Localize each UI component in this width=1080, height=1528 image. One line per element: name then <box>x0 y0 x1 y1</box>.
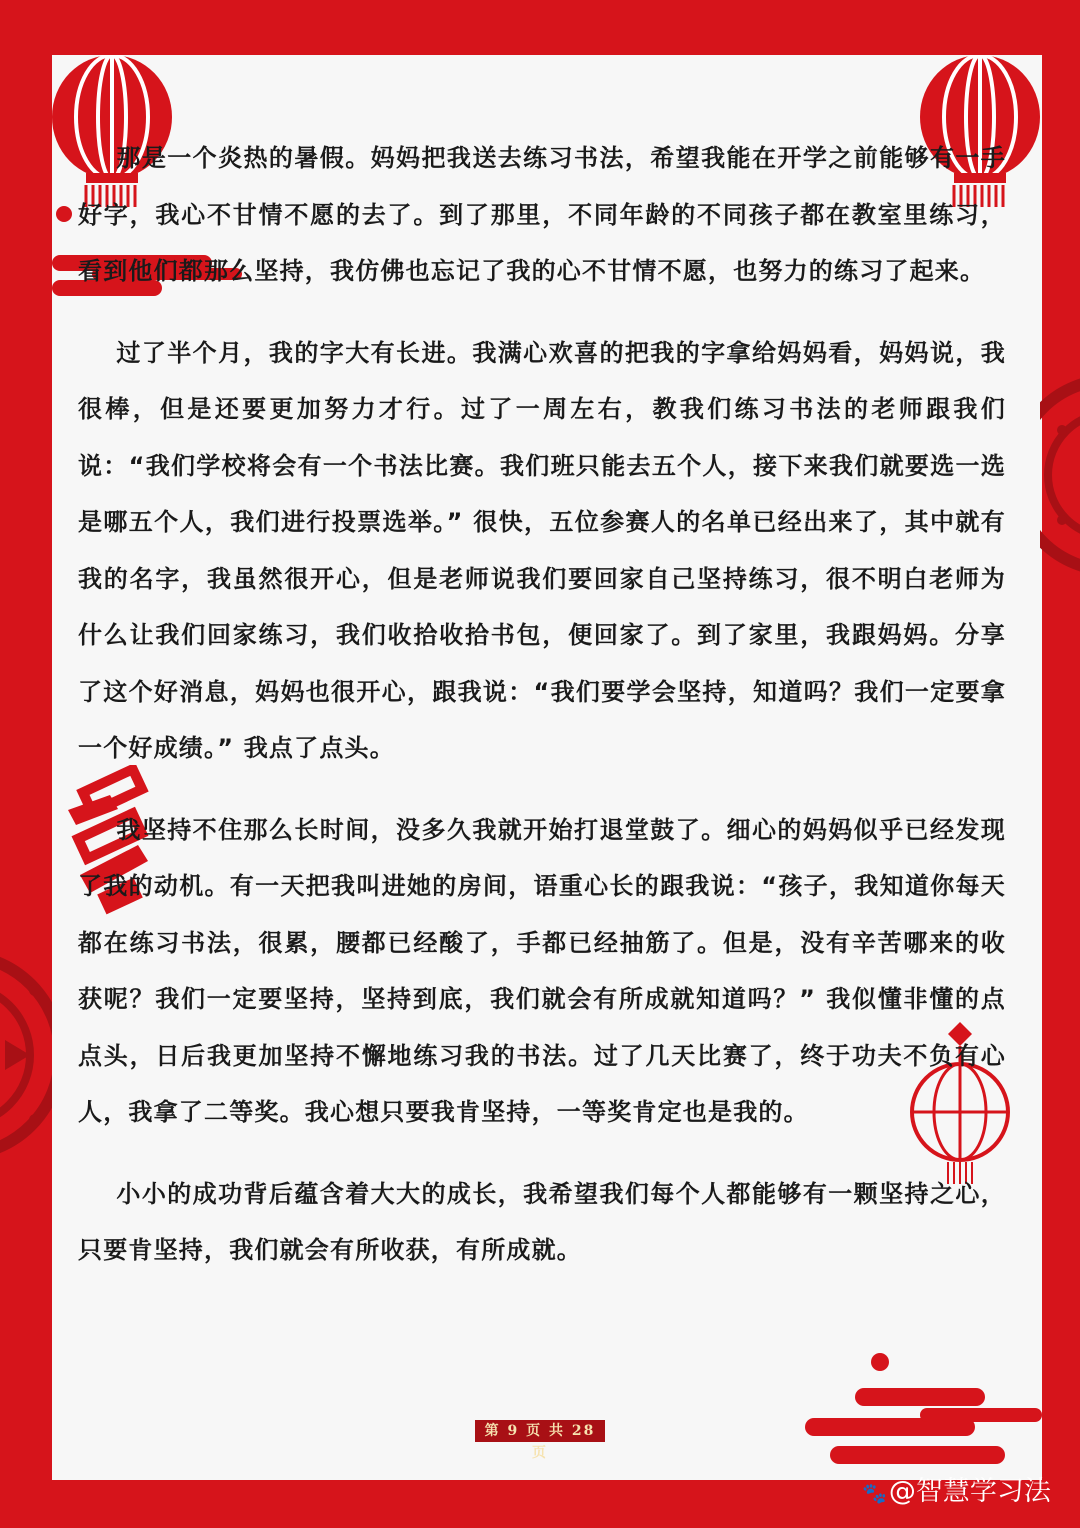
essay-body <box>78 130 1006 1279</box>
circle-ornament-left-icon <box>0 930 52 1180</box>
essay-paragraph: 我坚持不住那么长时间，没多久我就开始打退堂鼓了。细心的妈妈似乎已经发现了我的动机。有一天把我叫进她的房间，语重心长的跟我说：“孩子，我知道你每天都在练习书法，很累，腰都已经酸了，手都已经抽筋了。但是，没有辛苦哪来的收获呢？我们一定要坚持，坚持到底，我们就会有所成就知道吗？” 我似懂非懂的点点头，日后我更加坚持不懈地练习我的书法。过了几天比赛了，终于功夫不负有心人，我拿了二等奖。我心想只要我肯坚持，一等奖肯定也是我的。 <box>78 815 1006 1126</box>
watermark <box>862 1472 1072 1512</box>
cloud-stripes-bottom-right-icon <box>800 1350 1042 1480</box>
essay-paragraph: 小小的成功背后蕴含着大大的成长，我希望我们每个人都能够有一颗坚持之心，只要肯坚持，我们就会有所收获，有所成就。 <box>78 1179 1006 1264</box>
essay-paragraph: 那是一个炎热的暑假。妈妈把我送去练习书法，希望我能在开学之前能够有一手好字，我心不甘情不愿的去了。到了那里，不同年龄的不同孩子都在教室里练习，看到他们都那么坚持，我仿佛也忘记了我的心不甘情不愿，也努力的练习了起来。 <box>78 144 1006 285</box>
watermark-text: @智慧学习法 <box>888 1476 1051 1507</box>
essay-paragraph: 过了半个月，我的字大有长进。我满心欢喜的把我的字拿给妈妈看，妈妈说，我很棒，但是还要更加努力才行。过了一周左右，教我们练习书法的老师跟我们说：“我们学校将会有一个书法比赛。我们班只能去五个人，接下来我们就要选一选是哪五个人，我们进行投票选举。” 很快，五位参赛人的名单已经出来了，其中就有我的名字，我虽然很开心，但是老师说我们要回家自己坚持练习，很不明白老师为什么让我们回家练习，我们收拾收拾书包，便回家了。到了家里，我跟妈妈。分享了这个好消息，妈妈也很开心，跟我说：“我们要学会坚持，知道吗？我们一定要拿一个好成绩。” 我点了点头。 <box>78 338 1006 762</box>
paw-icon: 🐾 <box>862 1481 887 1505</box>
circle-ornament-right-icon <box>1040 370 1080 580</box>
page-number-label: 第 9 页 共 28 页 <box>475 1420 605 1442</box>
